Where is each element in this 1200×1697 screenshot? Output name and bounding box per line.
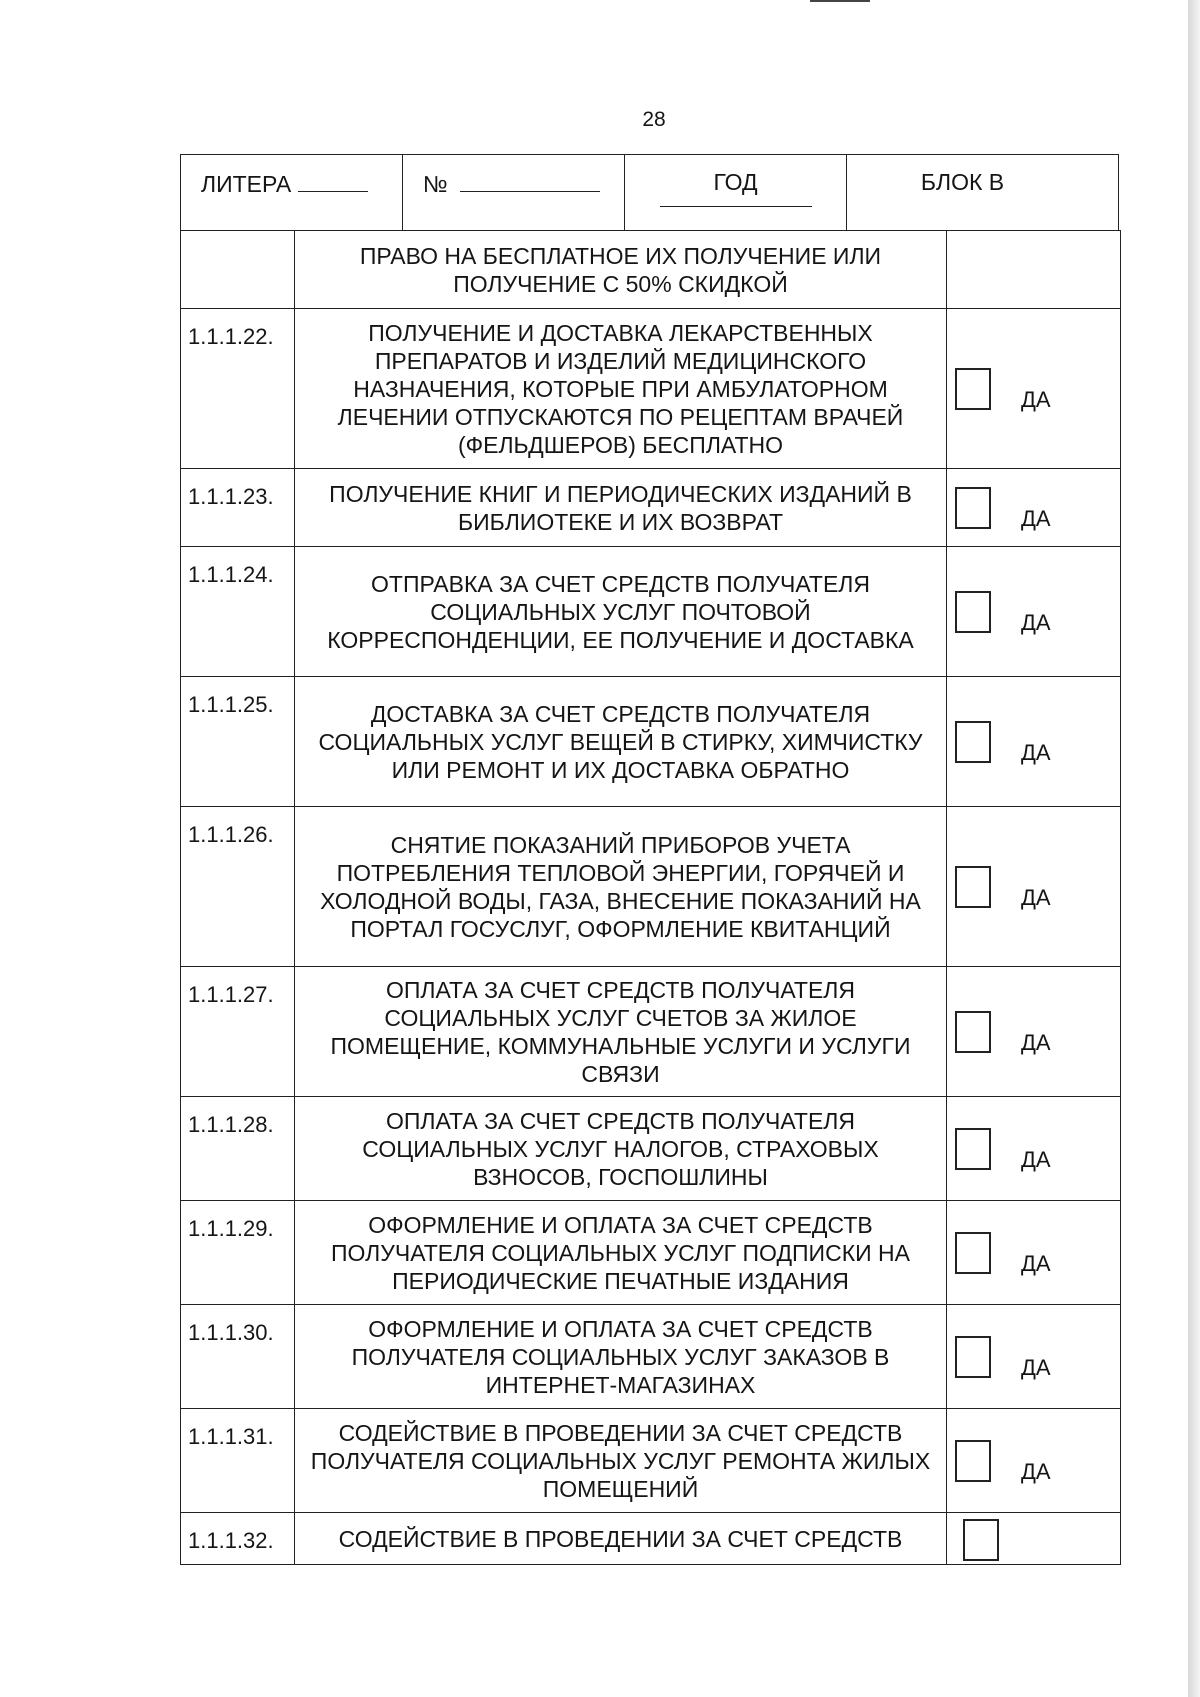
- answer-label: ДА: [1021, 609, 1051, 635]
- row-description: ОТПРАВКА ЗА СЧЕТ СРЕДСТВ ПОЛУЧАТЕЛЯ СОЦИАЛЬНЫХ УСЛУГ ПОЧТОВОЙ КОРРЕСПОНДЕНЦИИ, ЕЕ ПОЛУЧЕНИЕ И ДОСТАВКА: [295, 547, 947, 677]
- row-answer-cell: [947, 469, 1121, 547]
- row-code: 1.1.1.31.: [181, 1409, 295, 1513]
- row-description: ПОЛУЧЕНИЕ КНИГ И ПЕРИОДИЧЕСКИХ ИЗДАНИЙ В БИБЛИОТЕКЕ И ИХ ВОЗВРАТ: [295, 469, 947, 547]
- answer-label: ДА: [1021, 386, 1051, 412]
- row-code: 1.1.1.26.: [181, 807, 295, 967]
- row-description: СОДЕЙСТВИЕ В ПРОВЕДЕНИИ ЗА СЧЕТ СРЕДСТВ ПОЛУЧАТЕЛЯ СОЦИАЛЬНЫХ УСЛУГ РЕМОНТА ЖИЛЫХ ПОМЕЩЕНИЙ: [295, 1409, 947, 1513]
- answer-label: ДА: [1021, 1458, 1051, 1484]
- row-code: 1.1.1.23.: [181, 469, 295, 547]
- block-label: БЛОК В: [920, 169, 1005, 195]
- answer-checkbox[interactable]: [955, 1336, 991, 1378]
- answer-checkbox[interactable]: [955, 368, 991, 410]
- answer-checkbox[interactable]: [955, 487, 991, 529]
- table-row: [181, 231, 1121, 309]
- year-field[interactable]: [660, 206, 812, 207]
- answer-checkbox[interactable]: [955, 591, 991, 633]
- row-answer-cell: [947, 547, 1121, 677]
- table-row: [181, 309, 1121, 469]
- row-answer-cell: [947, 1097, 1121, 1201]
- table-row: [181, 1097, 1121, 1201]
- answer-label: ДА: [1021, 1250, 1051, 1276]
- year-cell: [625, 155, 847, 231]
- table-row: [181, 547, 1121, 677]
- services-table: [180, 230, 1121, 1565]
- table-row: [181, 1201, 1121, 1305]
- number-cell: [403, 155, 625, 231]
- answer-label: ДА: [1021, 739, 1051, 765]
- table-row: [181, 1513, 1121, 1565]
- page-number: 28: [642, 108, 666, 131]
- number-field[interactable]: [460, 173, 600, 192]
- year-label: ГОД: [713, 169, 758, 195]
- row-code: 1.1.1.25.: [181, 677, 295, 807]
- row-description: ДОСТАВКА ЗА СЧЕТ СРЕДСТВ ПОЛУЧАТЕЛЯ СОЦИАЛЬНЫХ УСЛУГ ВЕЩЕЙ В СТИРКУ, ХИМЧИСТКУ ИЛИ РЕМОНТ И ИХ ДОСТАВКА ОБРАТНО: [295, 677, 947, 807]
- row-code: 1.1.1.28.: [181, 1097, 295, 1201]
- answer-checkbox[interactable]: [955, 1440, 991, 1482]
- row-answer-cell: [947, 231, 1121, 309]
- row-code: 1.1.1.29.: [181, 1201, 295, 1305]
- row-code: 1.1.1.24.: [181, 547, 295, 677]
- table-row: [181, 967, 1121, 1097]
- row-description: ПОЛУЧЕНИЕ И ДОСТАВКА ЛЕКАРСТВЕННЫХ ПРЕПАРАТОВ И ИЗДЕЛИЙ МЕДИЦИНСКОГО НАЗНАЧЕНИЯ, КОТОРЫЕ ПРИ АМБУЛАТОРНОМ ЛЕЧЕНИИ ОТПУСКАЮТСЯ ПО РЕЦЕПТАМ ВРАЧЕЙ (ФЕЛЬДШЕРОВ) БЕСПЛАТНО: [295, 309, 947, 469]
- answer-checkbox[interactable]: [963, 1519, 999, 1561]
- answer-label: ДА: [1021, 884, 1051, 910]
- page-edge-shadow: [1188, 0, 1200, 1697]
- row-answer-cell: [947, 1409, 1121, 1513]
- service-form: [180, 154, 1120, 1565]
- answer-checkbox[interactable]: [955, 1011, 991, 1053]
- row-answer-cell: [947, 1305, 1121, 1409]
- number-label: №: [423, 171, 448, 197]
- row-description: ОФОРМЛЕНИЕ И ОПЛАТА ЗА СЧЕТ СРЕДСТВ ПОЛУЧАТЕЛЯ СОЦИАЛЬНЫХ УСЛУГ ЗАКАЗОВ В ИНТЕРНЕТ-МАГАЗИНАХ: [295, 1305, 947, 1409]
- answer-checkbox[interactable]: [955, 721, 991, 763]
- litera-field[interactable]: [298, 173, 368, 192]
- table-row: [181, 677, 1121, 807]
- form-header: [180, 154, 1119, 231]
- answer-checkbox[interactable]: [955, 1232, 991, 1274]
- table-row: [181, 1305, 1121, 1409]
- row-answer-cell: [947, 967, 1121, 1097]
- block-cell: [847, 155, 1119, 231]
- row-code: [181, 231, 295, 309]
- answer-label: ДА: [1021, 505, 1051, 531]
- row-answer-cell: [947, 1513, 1121, 1565]
- answer-checkbox[interactable]: [955, 1128, 991, 1170]
- row-code: 1.1.1.22.: [181, 309, 295, 469]
- row-answer-cell: [947, 807, 1121, 967]
- row-answer-cell: [947, 309, 1121, 469]
- row-description: ОПЛАТА ЗА СЧЕТ СРЕДСТВ ПОЛУЧАТЕЛЯ СОЦИАЛЬНЫХ УСЛУГ НАЛОГОВ, СТРАХОВЫХ ВЗНОСОВ, ГОСПОШЛИНЫ: [295, 1097, 947, 1201]
- row-answer-cell: [947, 677, 1121, 807]
- answer-label: ДА: [1021, 1029, 1051, 1055]
- table-row: [181, 807, 1121, 967]
- answer-checkbox[interactable]: [955, 866, 991, 908]
- answer-label: ДА: [1021, 1354, 1051, 1380]
- row-code: 1.1.1.27.: [181, 967, 295, 1097]
- row-code: 1.1.1.32.: [181, 1513, 295, 1565]
- litera-cell: [181, 155, 403, 231]
- row-description: ОПЛАТА ЗА СЧЕТ СРЕДСТВ ПОЛУЧАТЕЛЯ СОЦИАЛЬНЫХ УСЛУГ СЧЕТОВ ЗА ЖИЛОЕ ПОМЕЩЕНИЕ, КОММУНАЛЬНЫЕ УСЛУГИ И УСЛУГИ СВЯЗИ: [295, 967, 947, 1097]
- table-row: [181, 469, 1121, 547]
- litera-label: ЛИТЕРА: [201, 171, 292, 197]
- row-description: ПРАВО НА БЕСПЛАТНОЕ ИХ ПОЛУЧЕНИЕ ИЛИ ПОЛУЧЕНИЕ С 50% СКИДКОЙ: [295, 231, 947, 309]
- row-code: 1.1.1.30.: [181, 1305, 295, 1409]
- row-description: СНЯТИЕ ПОКАЗАНИЙ ПРИБОРОВ УЧЕТА ПОТРЕБЛЕНИЯ ТЕПЛОВОЙ ЭНЕРГИИ, ГОРЯЧЕЙ И ХОЛОДНОЙ ВОДЫ, ГАЗА, ВНЕСЕНИЕ ПОКАЗАНИЙ НА ПОРТАЛ ГОСУСЛУГ, ОФОРМЛЕНИЕ КВИТАНЦИЙ: [295, 807, 947, 967]
- table-row: [181, 1409, 1121, 1513]
- row-description: ОФОРМЛЕНИЕ И ОПЛАТА ЗА СЧЕТ СРЕДСТВ ПОЛУЧАТЕЛЯ СОЦИАЛЬНЫХ УСЛУГ ПОДПИСКИ НА ПЕРИОДИЧЕСКИЕ ПЕЧАТНЫЕ ИЗДАНИЯ: [295, 1201, 947, 1305]
- answer-label: ДА: [1021, 1146, 1051, 1172]
- row-description: СОДЕЙСТВИЕ В ПРОВЕДЕНИИ ЗА СЧЕТ СРЕДСТВ: [295, 1513, 947, 1565]
- scan-top-mark: [810, 0, 870, 2]
- row-answer-cell: [947, 1201, 1121, 1305]
